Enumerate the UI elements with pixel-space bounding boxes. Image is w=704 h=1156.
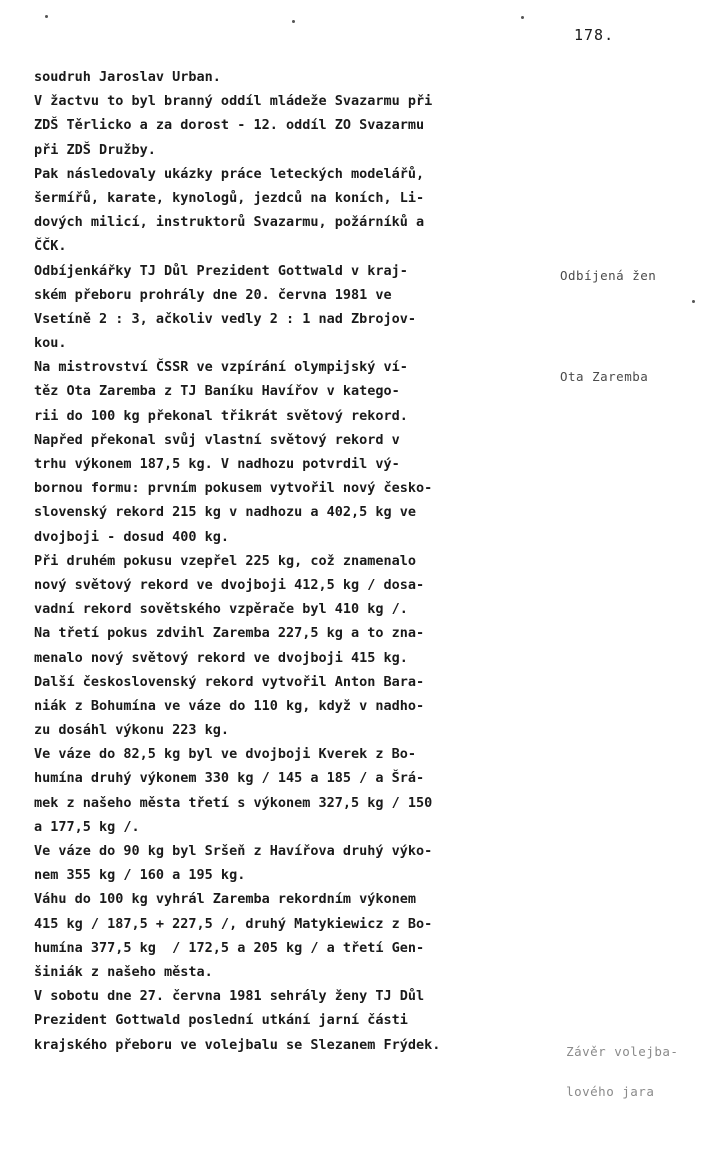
margin-note-volleyball-end <box>550 1022 690 1102</box>
text-line: V žactvu to byl branný oddíl mládeže Svazarmu při <box>34 93 433 110</box>
text-line: při ZDŠ Družby. <box>34 141 156 158</box>
text-line: ČČK. <box>34 238 67 255</box>
text-line: a 177,5 kg /. <box>34 818 140 835</box>
text-line: dových milicí, instruktorů Svazarmu, požárníků a <box>34 214 425 231</box>
text-line: Vsetíně 2 : 3, ačkoliv vedly 2 : 1 nad Zbrojov- <box>34 310 417 327</box>
text-line: Ve váze do 90 kg byl Sršeň z Havířova druhý výko- <box>34 843 433 859</box>
text-line: trhu výkonem 187,5 kg. V nadhozu potvrdil vý- <box>34 456 400 472</box>
scan-speck <box>45 15 48 18</box>
text-line: 415 kg / 187,5 + 227,5 /, druhý Matykiewicz z Bo- <box>34 915 433 932</box>
text-line: šermířů, karate, kynologů, jezdců na koních, Li- <box>34 189 425 206</box>
page-number: 178. <box>574 26 615 44</box>
text-line: šiniák z našeho města. <box>34 963 213 980</box>
text-line: krajského přeboru ve volejbalu se Slezanem Frýdek. <box>34 1036 441 1053</box>
text-line: menalo nový světový rekord ve dvojboji 415 kg. <box>34 649 408 666</box>
text-line: Pak následovaly ukázky práce leteckých modelářů, <box>34 165 425 182</box>
text-line: bornou formu: prvním pokusem vytvořil nový česko- <box>34 480 433 497</box>
text-line: Na mistrovství ČSSR ve vzpírání olympijský ví- <box>34 359 408 376</box>
text-line: V sobotu dne 27. června 1981 sehrály ženy TJ Důl <box>34 988 425 1005</box>
margin-note-line: Závěr volejba- <box>566 1044 679 1059</box>
scan-speck <box>692 300 695 303</box>
margin-note-volleyball: Odbíjená žen <box>560 268 657 283</box>
text-line: kou. <box>34 335 67 352</box>
text-line: Další československý rekord vytvořil Anton Bara- <box>34 673 425 690</box>
text-line: ZDŠ Těrlicko a za dorost - 12. oddíl ZO Svazarmu <box>34 117 425 134</box>
text-line: Prezident Gottwald poslední utkání jarní části <box>34 1012 408 1029</box>
text-line: zu dosáhl výkonu 223 kg. <box>34 722 230 739</box>
text-line: Napřed překonal svůj vlastní světový rekord v <box>34 431 400 448</box>
text-line: mek z našeho města třetí s výkonem 327,5 kg / 150 <box>34 794 433 811</box>
text-line: slovenský rekord 215 kg v nadhozu a 402,5 kg ve <box>34 504 417 521</box>
text-line: humína druhý výkonem 330 kg / 145 a 185 / a Šrá- <box>34 770 425 787</box>
text-line: rii do 100 kg překonal třikrát světový rekord. <box>34 407 408 424</box>
text-line: těz Ota Zaremba z TJ Baníku Havířov v katego- <box>34 383 400 400</box>
text-line: Odbíjenkářky TJ Důl Prezident Gottwald v kraj- <box>34 262 408 279</box>
margin-note-line: lového jara <box>566 1084 655 1099</box>
text-line: Při druhém pokusu vzepřel 225 kg, což znamenalo <box>34 552 417 569</box>
text-line: soudruh Jaroslav Urban. <box>34 69 221 85</box>
text-line: Na třetí pokus zdvihl Zaremba 227,5 kg a to zna- <box>34 625 425 642</box>
text-line: ském přeboru prohrály dne 20. června 1981 ve <box>34 286 392 303</box>
text-line: nem 355 kg / 160 a 195 kg. <box>34 867 246 884</box>
scan-speck <box>521 16 524 19</box>
scan-speck <box>292 20 295 23</box>
text-line: nový světový rekord ve dvojboji 412,5 kg / dosa- <box>34 576 425 593</box>
text-line: Váhu do 100 kg vyhrál Zaremba rekordním výkonem <box>34 891 417 908</box>
text-line: vadní rekord sovětského vzpěrače byl 410 kg /. <box>34 601 408 618</box>
text-line: Ve váze do 82,5 kg byl ve dvojboji Kverek z Bo- <box>34 746 417 763</box>
margin-note-zaremba: Ota Zaremba <box>560 369 649 384</box>
text-line: niák z Bohumína ve váze do 110 kg, když v nadho- <box>34 697 425 714</box>
body-text <box>34 65 534 1057</box>
text-line: humína 377,5 kg / 172,5 a 205 kg / a třetí Gen- <box>34 939 425 956</box>
text-line: dvojboji - dosud 400 kg. <box>34 528 230 545</box>
